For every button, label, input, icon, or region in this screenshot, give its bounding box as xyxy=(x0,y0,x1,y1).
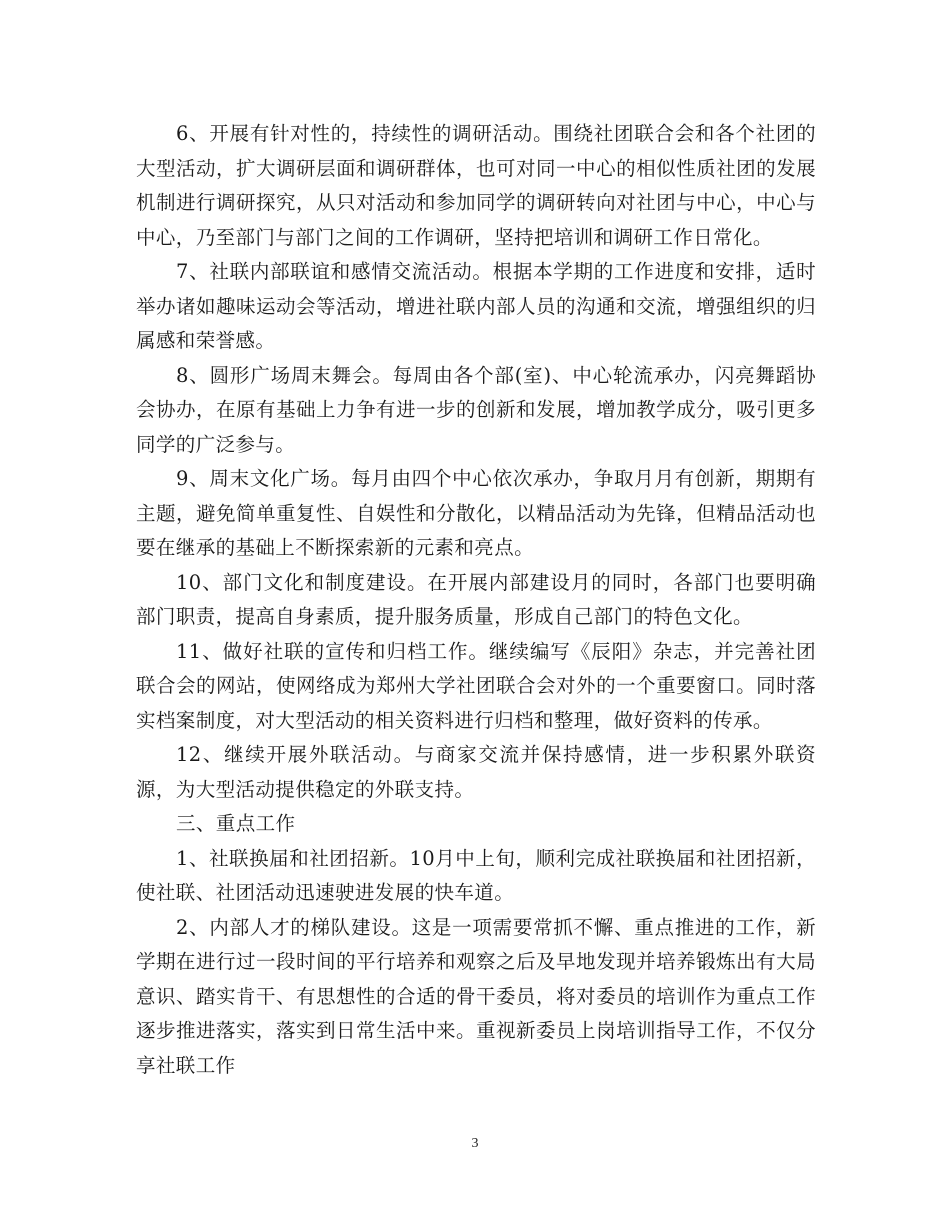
page-number: 3 xyxy=(471,1136,479,1151)
paragraph-item-12: 12、继续开展外联活动。与商家交流并保持感情，进一步积累外联资源，为大型活动提供稳定的外联支持。 xyxy=(136,743,816,801)
paragraph-item-9: 9、周末文化广场。每月由四个中心依次承办，争取月月有创新，期期有主题，避免简单重复性、自娱性和分散化，以精品活动为先锋，但精品活动也要在继承的基础上不断探索新的元素和亮点。 xyxy=(136,467,816,559)
paragraph-item-7: 7、社联内部联谊和感情交流活动。根据本学期的工作进度和安排，适时举办诸如趣味运动会等活动，增进社联内部人员的沟通和交流，增强组织的归属感和荣誉感。 xyxy=(136,260,816,352)
section-heading-key-work: 三、重点工作 xyxy=(176,812,296,835)
paragraph-item-10: 10、部门文化和制度建设。在开展内部建设月的同时，各部门也要明确部门职责，提高自身素质，提升服务质量，形成自己部门的特色文化。 xyxy=(136,570,816,628)
paragraph-item-11: 11、做好社联的宣传和归档工作。继续编写《辰阳》杂志，并完善社团联合会的网站，使网络成为郑州大学社团联合会对外的一个重要窗口。同时落实档案制度，对大型活动的相关资料进行归档和整理，做好资料的传承。 xyxy=(136,639,816,732)
paragraph-item-6: 6、开展有针对性的，持续性的调研活动。围绕社团联合会和各个社团的大型活动，扩大调研层面和调研群体，也可对同一中心的相似性质社团的发展机制进行调研探究，从只对活动和参加同学的调研转向对社团与中心，中心与中心，乃至部门与部门之间的工作调研，坚持把培训和调研工作日常化。 xyxy=(136,122,816,249)
paragraph-key-work-2: 2、内部人才的梯队建设。这是一项需要常抓不懈、重点推进的工作，新学期在进行过一段时间的平行培养和观察之后及早地发现并培养锻炼出有大局意识、踏实肯干、有思想性的合适的骨干委员，将对委员的培训作为重点工作逐步推进落实，落实到日常生活中来。重视新委员上岗培训指导工作，不仅分享社联工作 xyxy=(136,915,816,1077)
document-body xyxy=(136,117,816,1083)
paragraph-key-work-1: 1、社联换届和社团招新。10月中上旬，顺利完成社联换届和社团招新，使社联、社团活动迅速驶进发展的快车道。 xyxy=(136,846,816,904)
paragraph-item-8: 8、圆形广场周末舞会。每周由各个部(室)、中心轮流承办，闪亮舞蹈协会协办，在原有基础上力争有进一步的创新和发展，增加教学成分，吸引更多同学的广泛参与。 xyxy=(136,363,816,456)
